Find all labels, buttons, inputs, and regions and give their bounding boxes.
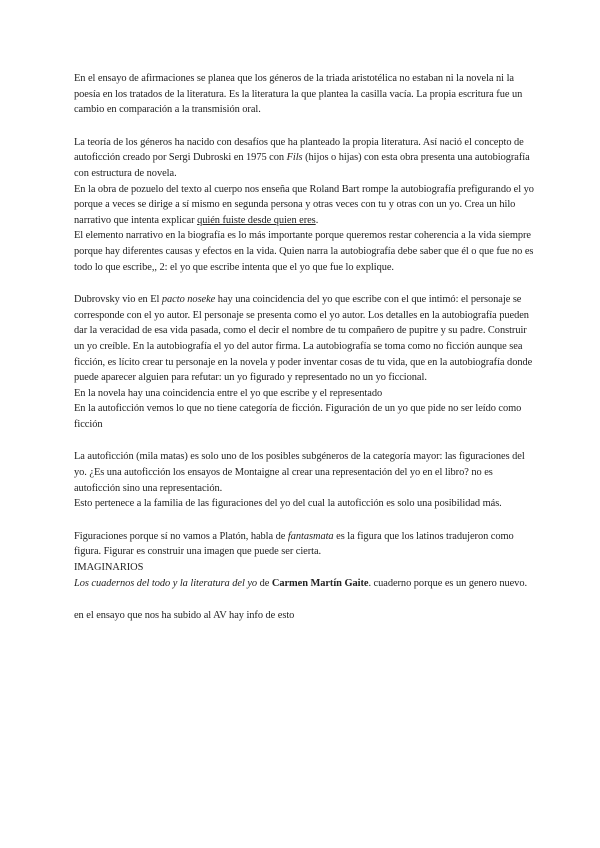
paragraph-text: hay una coincidencia del yo que escribe con el que intimó: el personaje se corresponde con el yo autor. El personaje se presenta como el yo autor. Los detalles en la autobiografía pueden dar la veracidad de esa vida pasada, como el decir el nombre de tu compañero de pupitre y su padre. Construir un yo creíble. En la autobiografía el yo del autor firma. La autobiografía se toma como no ficción aunque sea ficción, es lícito crear tu personaje en la novela y poder inventar cosas de tu vida, que en la autobiografía donde puede aparecer alguien para refutar: un yo figurado y representado no un yo ficcional. — [74, 294, 533, 384]
paragraph-cuadernos — [74, 576, 536, 592]
paragraph-text: En la novela hay una coincidencia entre el yo que escribe y el representado — [74, 387, 383, 399]
paragraph-text: (hijos o hijas) con esta obra presenta una autobiografía con estructura de novela. — [74, 152, 530, 179]
paragraph-text: El elemento narrativo en la biografía es lo más importante porque queremos restar coherencia a la vida siempre porque hay diferentes causas y efectos en la vida. Quien narra la autobiografía debe saber que él o que fue no es todo lo que escribe,, 2: el yo que escribe intenta que el yo que fue lo explique. — [74, 230, 534, 273]
paragraph-text: En el ensayo de afirmaciones se planea que los géneros de la triada aristotélica no estaban ni la novela ni la poesía en los tratados de la literatura. Es la literatura la que plantea la casilla vacía. La propia escritura fue un cambio en comparación a la transmisión oral. — [74, 73, 523, 116]
paragraph-autoficcion-categoria — [74, 401, 536, 432]
paragraph-text: La autoficción (mila matas) es solo uno de los posibles subgéneros de la categoría mayor: las figuraciones del yo. ¿Es una autoficción los ensayos de Montaigne al crear una representación del yo en el libro? no es autoficción sino una representación. — [74, 451, 525, 494]
paragraph-platon — [74, 529, 536, 560]
paragraph-dubrovsky — [74, 292, 536, 386]
paragraph-teoria-generos — [74, 135, 536, 182]
book-title: Los cuadernos del todo y la literatura del yo — [74, 577, 258, 589]
paragraph-mila-matas — [74, 449, 536, 496]
paragraph-text: Esto pertenece a la familia de las figuraciones del yo del cual la autoficción es solo una posibilidad más. — [74, 498, 502, 510]
heading-imaginarios — [74, 560, 536, 576]
paragraph-text: En la obra de pozuelo del texto al cuerpo nos enseña que Roland Bart rompe la autobiografía prefigurando el yo porque a veces se dirige a sí mismo en segunda persona y otras veces con tu y otras con un yo. Crea un hilo narrativo que intenta explicar — [74, 183, 534, 226]
greek-term: fantasmata — [287, 530, 334, 542]
paragraph-text: IMAGINARIOS — [74, 562, 144, 574]
book-title: Fils — [286, 152, 303, 164]
paragraph-text: Figuraciones porque sí no vamos a Platón, habla de — [74, 530, 288, 542]
paragraph-text: es la figura que los latinos tradujeron como figura. Figurar es construir una imagen que puede ser cierta. — [74, 530, 514, 558]
underlined-phrase: quién fuiste desde quien eres — [197, 214, 316, 226]
paragraph-triada — [74, 71, 536, 118]
paragraph-elemento-narrativo — [74, 228, 536, 275]
paragraph-text: Dubrovsky vio en El — [74, 294, 162, 306]
paragraph-pozuelo — [74, 182, 536, 229]
paragraph-text: En la autoficción vemos lo que no tiene categoría de ficción. Figuración de un yo que pide no ser leído como ficción — [74, 403, 522, 430]
paragraph-text: . cuaderno porque es un genero nuevo. — [368, 577, 528, 589]
paragraph-text: . — [315, 214, 319, 226]
paragraph-text: La teoría de los géneros ha nacido con desafíos que ha planteado la propia literatura. Así nació el concepto de autoficción creado por Sergi Dubroski en 1975 con — [74, 136, 524, 164]
paragraph-text: en el ensayo que nos ha subido al AV hay info de esto — [74, 610, 295, 622]
paragraph-novela-coincidencia — [74, 386, 536, 402]
paragraph-ensayo-av — [74, 608, 536, 624]
book-title: pacto noseke — [161, 294, 216, 306]
paragraph-familia-figuraciones — [74, 496, 536, 512]
author-name: Carmen Martín Gaite — [271, 577, 369, 589]
document-body — [74, 71, 536, 624]
paragraph-text: de — [257, 577, 272, 589]
